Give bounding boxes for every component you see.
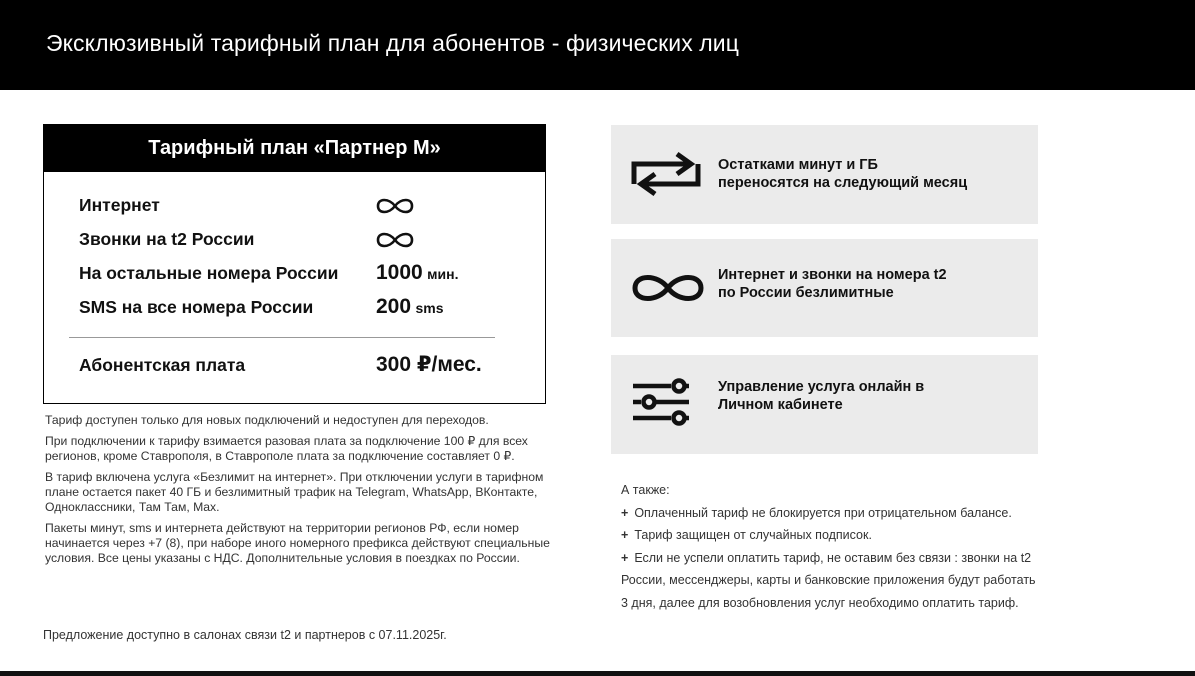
page-title: Эксклюзивный тарифный план для абонентов - физических лиц: [46, 30, 740, 56]
tariff-card: [43, 124, 546, 404]
feature-line: Управление услуга онлайн в: [718, 379, 925, 395]
tariff-row-internet: [79, 192, 519, 218]
feature-text: [718, 378, 924, 414]
feature-text: [718, 266, 947, 302]
feature-line: переносятся на следующий месяц: [718, 175, 968, 191]
feature-online-management: [611, 355, 1038, 454]
also-heading: А также:: [621, 483, 670, 497]
minutes-number: 1000: [376, 261, 423, 284]
also-item-continuation: 3 дня, далее для возобновления услуг необходимо оплатить тариф.: [621, 595, 1019, 610]
feature-rollover: [611, 125, 1038, 224]
sms-value: [376, 294, 444, 322]
infinity-icon: [375, 196, 415, 216]
tariff-notes: [45, 413, 555, 572]
feature-text: [718, 156, 967, 192]
sliders-icon: [631, 378, 691, 426]
note-paragraph: В тариф включена услуга «Безлимит на интернет». При отключении услуги в тарифном плане остается пакет 40 ГБ и безлимитный трафик на Telegram, WhatsApp, ВКонтакте, Одноклассники, Там Там, Max.: [45, 470, 544, 514]
plus-bullet-icon: +: [621, 505, 629, 520]
infinity-icon: [631, 270, 705, 306]
minutes-value: [376, 260, 458, 288]
feature-line: по России безлимитные: [718, 285, 894, 301]
page-header: [0, 0, 1195, 90]
feature-unlimited: [611, 239, 1038, 337]
tariff-row-calls-t2: [79, 226, 519, 252]
note-paragraph: Тариф доступен только для новых подключений и недоступен для переходов.: [45, 413, 489, 427]
tariff-divider: [69, 337, 495, 338]
note-paragraph: При подключении к тарифу взимается разовая плата за подключение 100 ₽ для всех регионов, кроме Ставрополя, в Ставрополе плата за подключение составляет 0 ₽.: [45, 434, 528, 463]
tariff-row-label: Интернет: [79, 195, 160, 215]
sms-number: 200: [376, 295, 412, 318]
arrows-swap-icon: [631, 150, 701, 198]
infinity-icon: [375, 230, 415, 250]
also-item-text: Если не успели оплатить тариф, не оставим без связи : звонки на t2: [634, 550, 1032, 565]
also-item: [621, 502, 1141, 525]
tariff-title: Тарифный план «Партнер М»: [44, 125, 545, 172]
tariff-row-label: Звонки на t2 России: [79, 229, 255, 249]
offer-availability-note: Предложение доступно в салонах связи t2 и партнеров с 07.11.2025г.: [43, 628, 447, 642]
also-item: [621, 547, 1141, 570]
plus-bullet-icon: +: [621, 528, 629, 542]
tariff-row-label: На остальные номера России: [79, 263, 339, 283]
fee-label: Абонентская плата: [79, 355, 246, 375]
also-item-text: Оплаченный тариф не блокируется при отрицательном балансе.: [634, 505, 1012, 520]
feature-line: Остатками минут и ГБ: [718, 157, 878, 173]
note-paragraph: Пакеты минут, sms и интернета действуют на территории регионов РФ, если номер начинается через +7 (8), при наборе иного номерного префикса действуют специальные условия. Все цены указаны с НДС. Дополнительные условия в поездках по России.: [45, 521, 550, 565]
tariff-row-label: SMS на все номера России: [79, 297, 314, 317]
bottom-bar: [0, 671, 1195, 676]
feature-line: Интернет и звонки на номера t2: [718, 267, 947, 283]
tariff-row-other-numbers: [79, 260, 519, 286]
also-item: [621, 524, 1141, 547]
feature-line: Личном кабинете: [718, 397, 843, 413]
also-item-continuation: России, мессенджеры, карты и банковские приложения будут работать: [621, 573, 1036, 587]
tariff-row-fee: [79, 352, 519, 378]
tariff-row-sms: [79, 294, 519, 320]
fee-value: 300 ₽/мес.: [376, 353, 482, 376]
sms-unit: sms: [415, 300, 444, 316]
minutes-unit: мин.: [427, 266, 459, 282]
also-section: [621, 479, 1141, 614]
also-item-text: Тариф защищен от случайных подписок.: [634, 528, 872, 542]
plus-bullet-icon: +: [621, 550, 629, 565]
